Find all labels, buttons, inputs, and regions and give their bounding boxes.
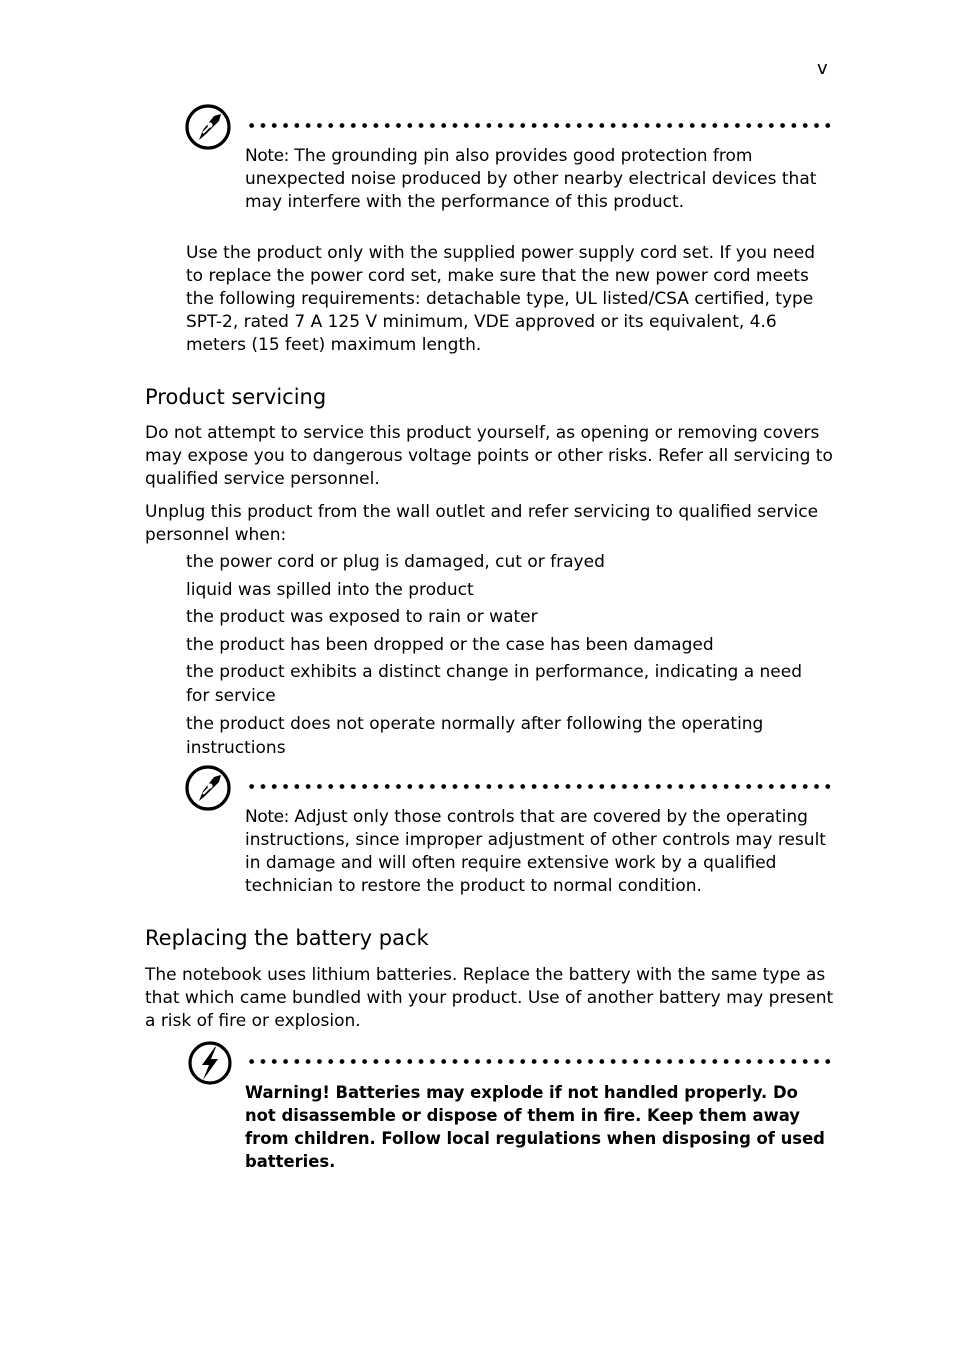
dotted-separator — [246, 784, 832, 789]
note-body: The grounding pin also provides good protection from unexpected noise produced by other nearby electrical devices that may interfere with the performance of this product. — [245, 146, 817, 212]
page-number: v — [817, 58, 828, 79]
note-text — [245, 145, 832, 214]
note-label: Note: — [245, 807, 289, 827]
note-body: Adjust only those controls that are covered by the operating instructions, since improper adjustment of other controls may result in damage and will often require extensive work by a qualified technician to restore the product to normal condition. — [245, 807, 826, 896]
battery-paragraph: The notebook uses lithium batteries. Replace the battery with the same type as that which came bundled with your product. Use of another battery may present a risk of fire or explosion. — [145, 965, 834, 1031]
list-item: the product does not operate normally after following the operating instructions — [186, 713, 764, 758]
heading-replacing-battery: Replacing the battery pack — [145, 926, 429, 950]
dotted-separator — [246, 123, 832, 128]
note-text — [245, 806, 832, 898]
list-item: the product has been dropped or the case has been damaged — [186, 634, 714, 655]
dotted-separator — [246, 1059, 832, 1064]
list-item: the product exhibits a distinct change in performance, indicating a need for service — [186, 662, 803, 706]
heading-product-servicing: Product servicing — [145, 385, 327, 409]
note-label: Note: — [245, 146, 289, 166]
list-item: the power cord or plug is damaged, cut or frayed — [186, 552, 605, 572]
warning-text: Warning! Batteries may explode if not handled properly. Do not disassemble or dispose of them in fire. Keep them away from children. Follow local regulations when disposing of used batteries. — [245, 1083, 825, 1171]
warning-lightning-icon — [184, 1039, 232, 1087]
power-cord-paragraph: Use the product only with the supplied power supply cord set. If you need to replace the power cord set, make sure that the new power cord meets the following requirements: detachable type, UL listed/CSA certified, type SPT-2, rated 7 A 125 V minimum, VDE approved or its equivalent, 4.6 meters (15 feet) maximum length. — [186, 243, 815, 355]
list-item: the product was exposed to rain or water — [186, 607, 538, 627]
servicing-paragraph-2: Unplug this product from the wall outlet and refer servicing to qualified service personnel when: — [145, 502, 819, 545]
servicing-paragraph-1: Do not attempt to service this product yourself, as opening or removing covers may expose you to dangerous voltage points or other risks. Refer all servicing to qualified service personnel. — [145, 423, 833, 489]
servicing-conditions-list — [186, 550, 826, 763]
list-item: liquid was spilled into the product — [186, 579, 474, 600]
note-pen-icon — [184, 103, 232, 151]
note-pen-icon — [184, 764, 232, 812]
